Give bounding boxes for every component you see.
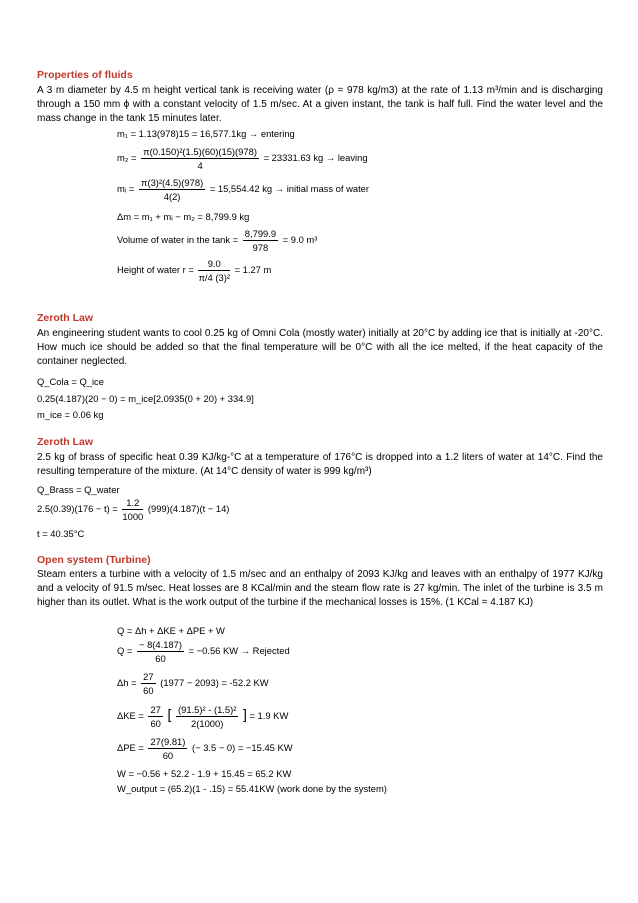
fraction — [148, 736, 187, 761]
equation-brass-energy — [37, 497, 229, 522]
eq-rhs: (999)(4.187)(t − 14) — [147, 502, 230, 514]
numerator: (91.5)² - (1.5)² — [178, 704, 237, 715]
eq-rhs: = −0.56 KW → Rejected — [188, 644, 290, 656]
equation-height — [117, 258, 271, 283]
eq-lhs: ΔKE = — [117, 709, 144, 721]
numerator: 1.2 — [122, 497, 143, 510]
bracket-close: ] — [242, 705, 247, 722]
problem-text-brass: 2.5 kg of brass of specific heat 0.39 KJ/kg-°C at a temperature of 176°C is dropped into a 1.2 liters of water at 14°C. Find the resulting temperature of the mixture. (At 14°C density of water is 999 kg/m³) — [37, 452, 603, 477]
equation-m-ice: m_ice = 0.06 kg — [37, 409, 104, 420]
eq-rhs: = 15,554.42 kg → initial mass of water — [209, 182, 370, 194]
numerator: π(0.150)²(1.5)(60)(15)(978) — [143, 146, 257, 157]
fraction — [141, 146, 259, 171]
equation-q-turbine — [117, 639, 290, 664]
equation-cola-energy: 0.25(4.187)(20 − 0) = m_ice[2.0935(0 + 20) + 334.9] — [37, 393, 254, 404]
numerator: − 8(4.187) — [138, 639, 182, 650]
fraction-inner — [176, 704, 238, 729]
eq-lhs: ΔPE = — [117, 741, 144, 753]
denominator: 2(1000) — [191, 718, 224, 729]
fraction — [198, 258, 229, 283]
eq-lhs: Q = — [117, 644, 133, 656]
equation-t-result: t = 40.35°C — [37, 528, 85, 539]
denominator: 60 — [143, 685, 154, 696]
eq-lhs: Volume of water in the tank = — [117, 233, 239, 245]
eq-rhs: = 1.27 m — [234, 263, 272, 275]
equation-volume — [117, 228, 317, 253]
equation-energy-balance: Q = Δh + ΔKE + ΔPE + W — [117, 625, 225, 636]
eq-rhs: (1977 − 2093) = -52.2 KW — [160, 676, 269, 688]
fraction — [243, 228, 278, 253]
fraction — [148, 704, 162, 729]
numerator: 8,799.9 — [244, 228, 277, 239]
denominator: 4 — [197, 160, 203, 171]
numerator: 27 — [143, 671, 154, 682]
equation-m2 — [117, 146, 368, 171]
section-heading-turbine: Open system (Turbine) — [37, 554, 151, 566]
denominator: π/4 (3)² — [198, 272, 230, 283]
section-heading-zeroth-law-1: Zeroth Law — [37, 312, 94, 324]
problem-text-cola: An engineering student wants to cool 0.25 kg of Omni Cola (mostly water) initially at 20°C by adding ice that is initially at -20°C. How much ice should be added so that the final temperature will be 0°C with all the ice melted, if the heat capacity of the container neglected. — [37, 328, 603, 367]
denominator: 60 — [162, 750, 174, 761]
equation-m1: m₁ = 1.13(978)15 = 16,577.1kg → entering — [117, 128, 295, 139]
eq-rhs: = 9.0 m³ — [282, 233, 318, 245]
denominator: 1000 — [122, 511, 144, 522]
equation-work-output: W_output = (65.2)(1 - .15) = 55.41KW (work done by the system) — [117, 783, 387, 794]
equation-delta-pe — [117, 736, 293, 761]
eq-lhs: mᵢ = — [117, 182, 135, 194]
eq-rhs: (− 3.5 − 0) = −15.45 KW — [192, 741, 293, 753]
numerator: 9.0 — [198, 258, 229, 271]
equation-delta-h — [117, 671, 269, 696]
problem-text-turbine: Steam enters a turbine with a velocity of 1.5 m/sec and an enthalpy of 2093 KJ/kg and leaves with an enthalpy of 1977 KJ/kg and a velocity of 91.5 m/sec. Heat losses are 8 KCal/min and the steam flow rate is 27 kg/min. The inlet of the turbine is 3.5 m higher than its outlet. What is the work output of the turbine if the mechanical losses is 15%. (1 KCal = 4.187 KJ) — [37, 569, 603, 608]
numerator: π(3)²(4.5)(978) — [140, 177, 204, 188]
eq-rhs: = 23331.63 kg → leaving — [263, 151, 368, 163]
problem-text-tank: A 3 m diameter by 4.5 m height vertical tank is receiving water (ρ = 978 kg/m3) at the rate of 1.13 m³/min and is discharging through a 150 mm ϕ with a constant velocity of 1.5 m/sec. At a given instant, the tank is half full. Find the water level and the mass change in the tank 15 minutes later. — [37, 85, 603, 124]
fraction — [141, 671, 155, 696]
numerator: 27(9.81) — [150, 736, 186, 747]
denominator: 60 — [155, 653, 166, 664]
equation-q-brass: Q_Brass = Q_water — [37, 484, 120, 495]
denominator: 60 — [150, 718, 161, 729]
equation-delta-ke — [117, 704, 288, 729]
fraction — [137, 639, 184, 664]
fraction — [139, 177, 205, 202]
equation-mi — [117, 177, 369, 202]
denominator: 978 — [252, 242, 269, 253]
eq-lhs: Height of water r = — [117, 263, 194, 275]
equation-q-balance: Q_Cola = Q_ice — [37, 376, 104, 387]
numerator: 27 — [150, 704, 161, 715]
eq-lhs: 2.5(0.39)(176 − t) = — [37, 502, 118, 514]
section-heading-properties: Properties of fluids — [37, 69, 133, 81]
denominator: 4(2) — [163, 191, 181, 202]
eq-rhs: = 1.9 KW — [249, 709, 289, 721]
equation-work: W = −0.56 + 52.2 - 1.9 + 15.45 = 65.2 KW — [117, 768, 292, 779]
equation-delta-m: Δm = m₁ + mᵢ − m₂ = 8,799.9 kg — [117, 211, 250, 222]
eq-lhs: m₂ = — [117, 151, 137, 163]
eq-lhs: Δh = — [117, 676, 137, 688]
section-heading-zeroth-law-2: Zeroth Law — [37, 436, 94, 448]
fraction — [122, 497, 143, 522]
bracket-open: [ — [167, 705, 172, 722]
